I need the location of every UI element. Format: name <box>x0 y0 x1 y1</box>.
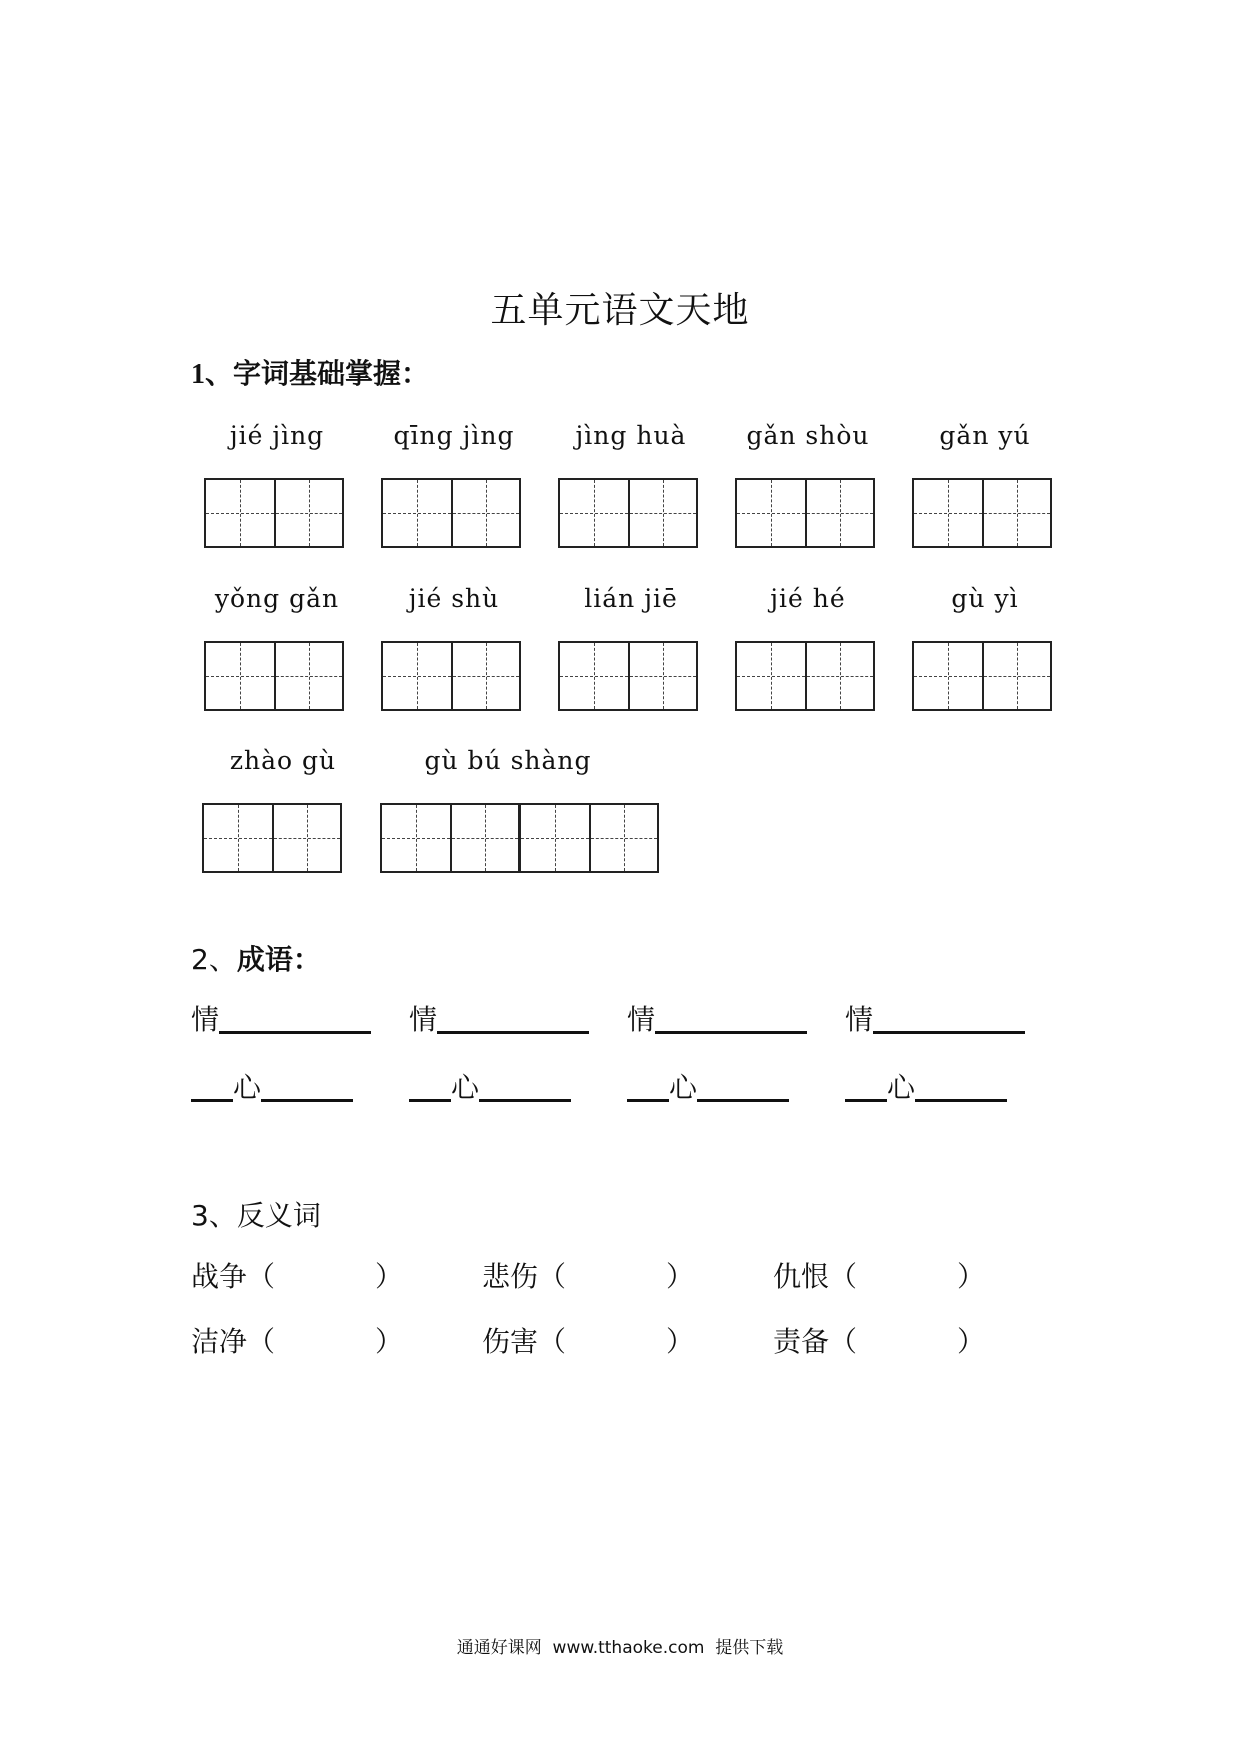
antonym-word: 责备 <box>773 1325 830 1358</box>
idiom-char: 心 <box>887 1071 916 1104</box>
antonym-item[interactable] <box>482 1320 694 1360</box>
pinyin-label: gǎn yú <box>939 421 1031 450</box>
idiom-blank[interactable] <box>627 998 807 1038</box>
grid-cell[interactable] <box>982 643 1050 709</box>
idiom-char: 情 <box>191 1003 220 1036</box>
page-title: 五单元语文天地 <box>490 290 750 331</box>
writing-grid[interactable] <box>912 641 1052 711</box>
grid-cell[interactable] <box>274 480 342 546</box>
section1-heading <box>191 352 429 392</box>
grid-cell[interactable] <box>383 480 451 546</box>
grid-cell[interactable] <box>982 480 1050 546</box>
section3-heading: 3、反义词 <box>191 1199 321 1232</box>
pinyin-label: yǒng gǎn <box>214 584 340 613</box>
open-paren: （ <box>829 1325 858 1358</box>
answer-line[interactable] <box>261 1098 353 1102</box>
idiom-blank[interactable] <box>409 1066 571 1106</box>
answer-line[interactable] <box>479 1098 571 1102</box>
close-paren: ） <box>375 1325 404 1358</box>
answer-line[interactable] <box>915 1098 1007 1102</box>
writing-grid[interactable] <box>380 803 520 873</box>
grid-cell[interactable] <box>382 805 450 871</box>
writing-grid[interactable] <box>558 478 698 548</box>
close-paren: ） <box>666 1260 695 1293</box>
writing-grid[interactable] <box>735 641 875 711</box>
antonym-word: 悲伤 <box>482 1260 539 1293</box>
idiom-char: 心 <box>233 1071 262 1104</box>
idiom-blank[interactable] <box>627 1066 789 1106</box>
answer-line[interactable] <box>655 1030 807 1034</box>
antonym-item[interactable] <box>773 1255 985 1295</box>
answer-line[interactable] <box>873 1030 1025 1034</box>
open-paren: （ <box>247 1325 276 1358</box>
writing-grid[interactable] <box>735 478 875 548</box>
answer-line[interactable] <box>191 1098 233 1102</box>
pinyin-label: gǎn shòu <box>746 421 870 450</box>
idiom-char: 心 <box>451 1071 480 1104</box>
pinyin-label: lián jiē <box>584 584 678 613</box>
grid-cell[interactable] <box>914 480 982 546</box>
antonym-word: 洁净 <box>191 1325 248 1358</box>
grid-cell[interactable] <box>805 643 873 709</box>
antonym-word: 战争 <box>191 1260 248 1293</box>
writing-grid[interactable] <box>204 641 344 711</box>
grid-cell[interactable] <box>560 643 628 709</box>
grid-cell[interactable] <box>206 643 274 709</box>
antonym-item[interactable] <box>191 1320 403 1360</box>
close-paren: ） <box>375 1260 404 1293</box>
writing-grid[interactable] <box>912 478 1052 548</box>
grid-cell[interactable] <box>628 480 696 546</box>
writing-grid[interactable] <box>558 641 698 711</box>
idiom-char: 情 <box>845 1003 874 1036</box>
grid-cell[interactable] <box>274 643 342 709</box>
grid-cell[interactable] <box>451 643 519 709</box>
idiom-char: 心 <box>669 1071 698 1104</box>
open-paren: （ <box>829 1260 858 1293</box>
grid-cell[interactable] <box>450 805 518 871</box>
open-paren: （ <box>538 1260 567 1293</box>
pinyin-label: gù bú shàng <box>424 746 592 775</box>
pinyin-label: qīng jìng <box>393 421 515 450</box>
grid-cell[interactable] <box>589 805 657 871</box>
grid-cell[interactable] <box>737 643 805 709</box>
close-paren: ） <box>957 1325 986 1358</box>
writing-grid[interactable] <box>202 803 342 873</box>
grid-cell[interactable] <box>560 480 628 546</box>
answer-line[interactable] <box>219 1030 371 1034</box>
pinyin-label: zhào gù <box>229 746 337 775</box>
writing-grid[interactable] <box>381 478 521 548</box>
pinyin-label: gù yì <box>951 584 1019 613</box>
writing-grid[interactable] <box>204 478 344 548</box>
pinyin-label: jié hé <box>770 584 846 613</box>
grid-cell[interactable] <box>204 805 272 871</box>
antonym-word: 仇恨 <box>773 1260 830 1293</box>
writing-grid[interactable] <box>519 803 659 873</box>
grid-cell[interactable] <box>628 643 696 709</box>
section2-number: 2、 <box>191 943 237 976</box>
idiom-blank[interactable] <box>845 998 1025 1038</box>
idiom-blank[interactable] <box>409 998 589 1038</box>
answer-line[interactable] <box>437 1030 589 1034</box>
pinyin-label: jié jìng <box>229 421 325 450</box>
grid-cell[interactable] <box>206 480 274 546</box>
page-footer: 通通好课网 www.tthaoke.com 提供下载 <box>456 1638 784 1658</box>
grid-cell[interactable] <box>521 805 589 871</box>
antonym-word: 伤害 <box>482 1325 539 1358</box>
pinyin-label: jìng huà <box>575 421 687 450</box>
grid-cell[interactable] <box>805 480 873 546</box>
close-paren: ） <box>666 1325 695 1358</box>
antonym-item[interactable] <box>191 1255 403 1295</box>
grid-cell[interactable] <box>914 643 982 709</box>
antonym-item[interactable] <box>773 1320 985 1360</box>
idiom-blank[interactable] <box>191 1066 353 1106</box>
idiom-blank[interactable] <box>845 1066 1007 1106</box>
antonym-item[interactable] <box>482 1255 694 1295</box>
answer-line[interactable] <box>627 1098 669 1102</box>
answer-line[interactable] <box>697 1098 789 1102</box>
section1-number: 1、 <box>191 359 234 390</box>
grid-cell[interactable] <box>272 805 340 871</box>
answer-line[interactable] <box>409 1098 451 1102</box>
section2-heading <box>191 938 321 978</box>
idiom-blank[interactable] <box>191 998 371 1038</box>
answer-line[interactable] <box>845 1098 887 1102</box>
grid-cell[interactable] <box>451 480 519 546</box>
grid-cell[interactable] <box>383 643 451 709</box>
open-paren: （ <box>247 1260 276 1293</box>
open-paren: （ <box>538 1325 567 1358</box>
pinyin-label: jié shù <box>408 584 500 613</box>
close-paren: ） <box>957 1260 986 1293</box>
section2-label: 成语： <box>236 943 321 976</box>
writing-grid[interactable] <box>381 641 521 711</box>
idiom-char: 情 <box>409 1003 438 1036</box>
idiom-char: 情 <box>627 1003 656 1036</box>
grid-cell[interactable] <box>737 480 805 546</box>
section1-label: 字词基础掌握： <box>233 357 430 390</box>
